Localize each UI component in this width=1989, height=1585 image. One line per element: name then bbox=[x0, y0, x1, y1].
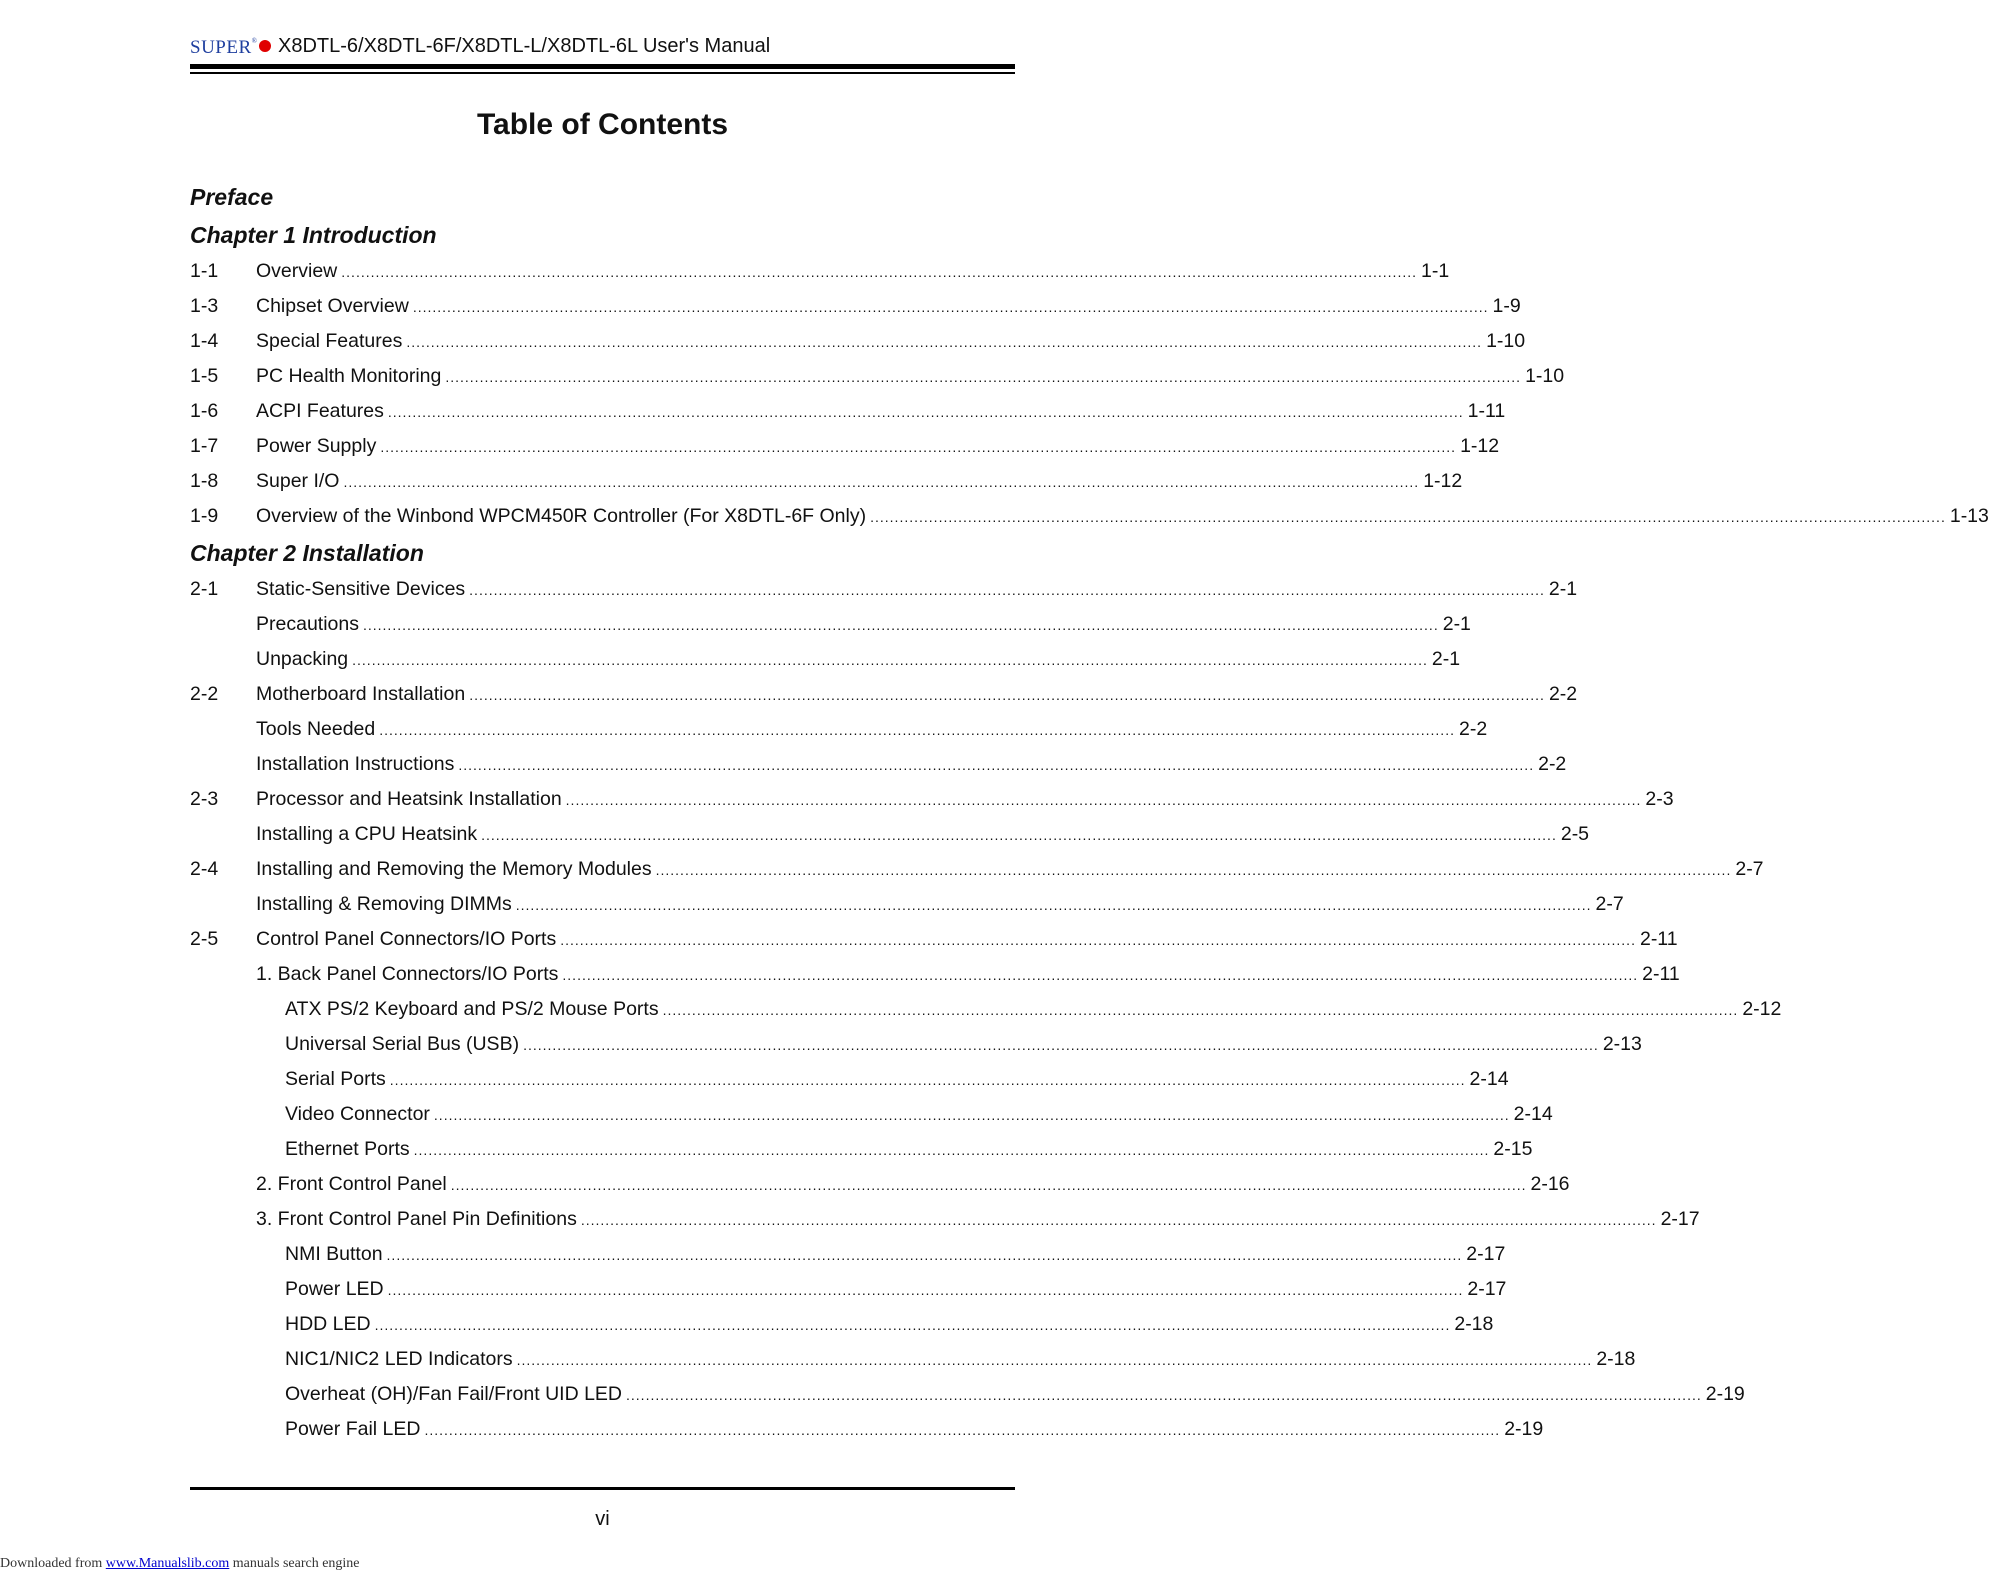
toc-preface[interactable]: Preface bbox=[190, 184, 274, 210]
toc-entry[interactable] bbox=[190, 1377, 1745, 1412]
dot-leader: ............................................................................................................................................................................................................................ bbox=[362, 617, 1439, 633]
section-number: 1-8 bbox=[190, 470, 219, 492]
page-header bbox=[190, 33, 1015, 63]
toc-entry[interactable] bbox=[190, 887, 1624, 922]
toc-entry[interactable] bbox=[190, 464, 1463, 499]
entry-title: Super I/O bbox=[256, 470, 340, 492]
dot-leader: ............................................................................................................................................................................................................................ bbox=[481, 827, 1557, 843]
section-number: 1-9 bbox=[190, 505, 219, 527]
footer-prefix: Downloaded from bbox=[0, 1556, 103, 1571]
page-ref: 2-14 bbox=[1513, 1103, 1553, 1125]
toc-entry[interactable] bbox=[190, 1412, 1544, 1447]
toc-chapter-2[interactable]: Chapter 2 Installation bbox=[190, 540, 424, 566]
entry-title: Chipset Overview bbox=[256, 295, 409, 317]
page-ref: 2-18 bbox=[1454, 1313, 1494, 1335]
chapter-1-entries bbox=[190, 254, 1989, 534]
toc-entry[interactable] bbox=[190, 782, 1674, 817]
page-ref: 2-3 bbox=[1645, 788, 1674, 810]
page-ref: 2-15 bbox=[1493, 1138, 1533, 1160]
entry-title: Installing a CPU Heatsink bbox=[256, 823, 478, 845]
dot-leader: ............................................................................................................................................................................................................................ bbox=[412, 299, 1489, 315]
section-number: 1-7 bbox=[190, 435, 219, 457]
entry-title: Overview of the Winbond WPCM450R Controller (For X8DTL-6F Only) bbox=[256, 505, 867, 527]
page-ref: 2-1 bbox=[1442, 613, 1471, 635]
page-title: Table of Contents bbox=[476, 108, 729, 141]
dot-leader: ............................................................................................................................................................................................................................ bbox=[389, 1072, 1466, 1088]
entry-title: Unpacking bbox=[256, 648, 349, 670]
toc-entry[interactable] bbox=[190, 359, 1565, 394]
footer-suffix: manuals search engine bbox=[232, 1556, 360, 1571]
entry-title: Special Features bbox=[256, 330, 403, 352]
toc-entry[interactable] bbox=[190, 747, 1567, 782]
entry-title: Installing and Removing the Memory Modules bbox=[256, 858, 652, 880]
entry-title: Power LED bbox=[285, 1278, 384, 1300]
entry-title: Power Supply bbox=[256, 435, 377, 457]
page-ref: 1-12 bbox=[1460, 435, 1500, 457]
page-ref: 2-14 bbox=[1469, 1068, 1509, 1090]
page-ref: 2-2 bbox=[1548, 683, 1578, 705]
section-number: 2-3 bbox=[190, 788, 219, 810]
toc-entry[interactable] bbox=[190, 992, 1782, 1027]
toc-entry[interactable] bbox=[190, 607, 1471, 642]
dot-leader: ............................................................................................................................................................................................................................ bbox=[413, 1142, 1490, 1158]
entry-title: Universal Serial Bus (USB) bbox=[285, 1033, 520, 1055]
dot-leader: ............................................................................................................................................................................................................................ bbox=[406, 334, 1483, 350]
toc-entry[interactable] bbox=[190, 1167, 1570, 1202]
entry-title: Static-Sensitive Devices bbox=[256, 578, 466, 600]
entry-title: NIC1/NIC2 LED Indicators bbox=[285, 1348, 513, 1370]
section-number: 2-1 bbox=[190, 578, 219, 600]
dot-leader: ............................................................................................................................................................................................................................ bbox=[469, 582, 1545, 598]
toc-entry[interactable] bbox=[190, 1202, 1700, 1237]
page-number: vi bbox=[595, 1508, 610, 1530]
toc-entry[interactable] bbox=[190, 1132, 1533, 1167]
toc-entry[interactable] bbox=[190, 429, 1500, 464]
toc-entry[interactable] bbox=[190, 1237, 1506, 1272]
entry-title: Control Panel Connectors/IO Ports bbox=[256, 928, 557, 950]
page-ref: 2-16 bbox=[1530, 1173, 1570, 1195]
page-ref: 1-13 bbox=[1949, 505, 1989, 527]
footer-rule bbox=[190, 1487, 1015, 1490]
entry-title: 3. Front Control Panel Pin Definitions bbox=[256, 1208, 577, 1230]
page-ref: 2-13 bbox=[1602, 1033, 1642, 1055]
entry-title: Installation Instructions bbox=[256, 753, 455, 775]
toc-entry[interactable] bbox=[190, 289, 1521, 324]
dot-leader: ............................................................................................................................................................................................................................ bbox=[387, 1282, 1464, 1298]
dot-leader: ............................................................................................................................................................................................................................ bbox=[433, 1107, 1510, 1123]
page-ref: 1-10 bbox=[1486, 330, 1526, 352]
dot-leader: ............................................................................................................................................................................................................................ bbox=[343, 474, 1420, 490]
dot-leader: ............................................................................................................................................................................................................................ bbox=[374, 1317, 1451, 1333]
section-number: 2-2 bbox=[190, 683, 219, 705]
toc-entry[interactable] bbox=[190, 1097, 1553, 1132]
toc-entry[interactable] bbox=[190, 712, 1488, 747]
dot-leader: ............................................................................................................................................................................................................................ bbox=[379, 722, 1455, 738]
page-ref: 2-11 bbox=[1642, 963, 1680, 985]
page-ref: 2-2 bbox=[1458, 718, 1488, 740]
manual-title: X8DTL-6/X8DTL-6F/X8DTL-L/X8DTL-6L User's Manual bbox=[278, 35, 771, 57]
entry-title: Tools Needed bbox=[256, 718, 376, 740]
page-ref: 1-10 bbox=[1525, 365, 1565, 387]
toc-entry[interactable] bbox=[190, 572, 1578, 607]
entry-title: Overview bbox=[256, 260, 338, 282]
dot-leader: ............................................................................................................................................................................................................................ bbox=[565, 792, 1642, 808]
entry-title: Overheat (OH)/Fan Fail/Front UID LED bbox=[285, 1383, 623, 1405]
entry-title: ATX PS/2 Keyboard and PS/2 Mouse Ports bbox=[285, 998, 659, 1020]
section-number: 2-4 bbox=[190, 858, 219, 880]
dot-leader: ............................................................................................................................................................................................................................ bbox=[341, 264, 1418, 280]
dot-leader: ............................................................................................................................................................................................................................ bbox=[655, 862, 1732, 878]
page-ref: 2-7 bbox=[1595, 893, 1624, 915]
page-ref: 2-18 bbox=[1596, 1348, 1636, 1370]
page-ref: 1-9 bbox=[1492, 295, 1521, 317]
toc-entry[interactable] bbox=[190, 394, 1506, 429]
toc-entry[interactable] bbox=[190, 1027, 1642, 1062]
section-number: 1-3 bbox=[190, 295, 219, 317]
section-number: 1-1 bbox=[190, 260, 219, 282]
toc-entry[interactable] bbox=[190, 1342, 1636, 1377]
toc-chapter-1[interactable]: Chapter 1 Introduction bbox=[190, 222, 437, 248]
entry-title: 2. Front Control Panel bbox=[256, 1173, 447, 1195]
dot-leader: ............................................................................................................................................................................................................................ bbox=[560, 932, 1636, 948]
entry-title: 1. Back Panel Connectors/IO Ports bbox=[256, 963, 559, 985]
dot-leader: ............................................................................................................................................................................................................................ bbox=[515, 897, 1592, 913]
dot-leader: ............................................................................................................................................................................................................................ bbox=[580, 1212, 1657, 1228]
toc-entry[interactable] bbox=[190, 677, 1578, 712]
page-ref: 2-1 bbox=[1431, 648, 1461, 670]
toc-entry[interactable] bbox=[190, 1062, 1509, 1097]
toc-entry[interactable] bbox=[190, 922, 1678, 957]
manualslib-link[interactable]: www.Manualslib.com bbox=[105, 1556, 230, 1571]
header-rule-thin bbox=[190, 72, 1015, 74]
toc-entry[interactable] bbox=[190, 499, 1989, 534]
dot-leader: ............................................................................................................................................................................................................................ bbox=[469, 687, 1545, 703]
page-ref: 2-17 bbox=[1467, 1278, 1507, 1300]
entry-title: Processor and Heatsink Installation bbox=[256, 788, 562, 810]
page-ref: 2-17 bbox=[1466, 1243, 1506, 1265]
dot-leader: ............................................................................................................................................................................................................................ bbox=[562, 967, 1639, 983]
dot-leader: ............................................................................................................................................................................................................................ bbox=[450, 1177, 1527, 1193]
section-number: 1-6 bbox=[190, 400, 219, 422]
download-footer bbox=[0, 1556, 360, 1572]
page-ref: 2-17 bbox=[1660, 1208, 1700, 1230]
entry-title: Power Fail LED bbox=[285, 1418, 421, 1440]
dot-leader: ............................................................................................................................................................................................................................ bbox=[870, 509, 1946, 525]
page-ref: 2-2 bbox=[1538, 753, 1567, 775]
toc-entry[interactable] bbox=[190, 1307, 1494, 1342]
section-number: 1-5 bbox=[190, 365, 219, 387]
page-ref: 2-12 bbox=[1742, 998, 1782, 1020]
entry-title: HDD LED bbox=[285, 1313, 371, 1335]
dot-leader: ............................................................................................................................................................................................................................ bbox=[380, 439, 1457, 455]
dot-leader: ............................................................................................................................................................................................................................ bbox=[386, 1247, 1463, 1263]
toc-entry[interactable] bbox=[190, 852, 1764, 887]
toc-entry[interactable] bbox=[190, 254, 1450, 289]
page-ref: 2-19 bbox=[1504, 1418, 1544, 1440]
dot-leader: ............................................................................................................................................................................................................................ bbox=[445, 369, 1522, 385]
section-number: 2-5 bbox=[190, 928, 219, 950]
entry-title: NMI Button bbox=[285, 1243, 383, 1265]
dot-leader: ............................................................................................................................................................................................................................ bbox=[626, 1387, 1702, 1403]
entry-title: Video Connector bbox=[285, 1103, 430, 1125]
page-ref: 2-19 bbox=[1705, 1383, 1745, 1405]
entry-title: Serial Ports bbox=[285, 1068, 386, 1090]
toc-entry[interactable] bbox=[190, 324, 1526, 359]
entry-title: Installing & Removing DIMMs bbox=[256, 893, 512, 915]
entry-title: PC Health Monitoring bbox=[256, 365, 442, 387]
dot-leader: ............................................................................................................................................................................................................................ bbox=[387, 404, 1464, 420]
dot-leader: ............................................................................................................................................................................................................................ bbox=[516, 1352, 1593, 1368]
toc-entry[interactable] bbox=[190, 1272, 1507, 1307]
dot-leader: ............................................................................................................................................................................................................................ bbox=[662, 1002, 1739, 1018]
section-number: 1-4 bbox=[190, 330, 219, 352]
entry-title: Ethernet Ports bbox=[285, 1138, 410, 1160]
page-ref: 2-5 bbox=[1560, 823, 1590, 845]
toc-entry[interactable] bbox=[190, 642, 1461, 677]
page-ref: 2-1 bbox=[1548, 578, 1578, 600]
page-ref: 2-11 bbox=[1639, 928, 1678, 950]
dot-leader: ............................................................................................................................................................................................................................ bbox=[424, 1422, 1501, 1438]
entry-title: ACPI Features bbox=[256, 400, 384, 422]
page-ref: 1-1 bbox=[1421, 260, 1450, 282]
toc-entry[interactable] bbox=[190, 957, 1680, 992]
header-rule-thick bbox=[190, 64, 1015, 69]
entry-title: Motherboard Installation bbox=[256, 683, 466, 705]
page-ref: 2-7 bbox=[1735, 858, 1764, 880]
dot-leader: ............................................................................................................................................................................................................................ bbox=[352, 652, 1428, 668]
chapter-2-entries bbox=[190, 572, 1782, 1447]
page-ref: 1-12 bbox=[1423, 470, 1463, 492]
toc-entry[interactable] bbox=[190, 817, 1590, 852]
supermicro-logo: SUPER® bbox=[190, 37, 271, 59]
entry-title: Precautions bbox=[256, 613, 359, 635]
page-ref: 1-11 bbox=[1467, 400, 1506, 422]
dot-leader: ............................................................................................................................................................................................................................ bbox=[458, 757, 1535, 773]
dot-leader: ............................................................................................................................................................................................................................ bbox=[523, 1037, 1599, 1053]
table-of-contents bbox=[190, 178, 1989, 1447]
